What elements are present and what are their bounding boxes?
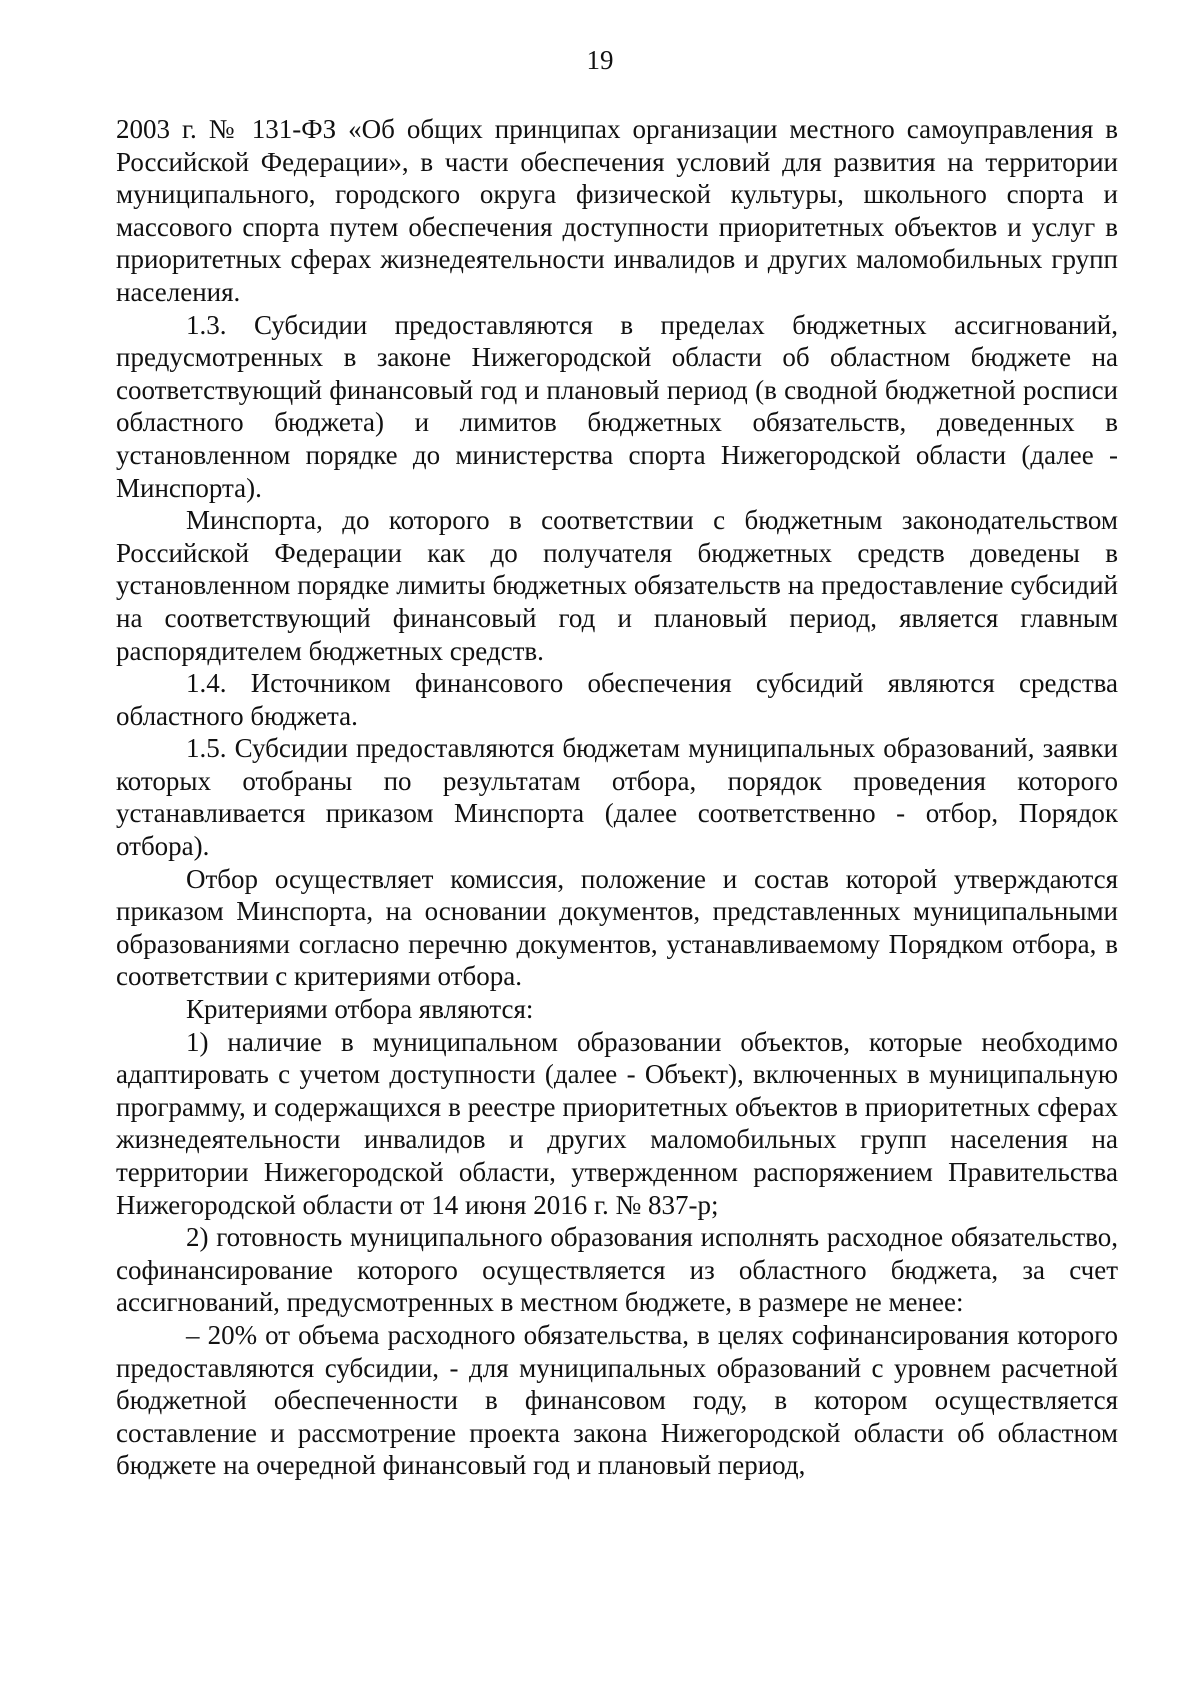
paragraph-criterion-1: 1) наличие в муниципальном образовании объектов, которые необходимо адаптировать с учетом доступности (далее - Объект), включенных в муниципальную программу, и содержащихся в реестре приоритетных объектов в приоритетных сферах жизнедеятельности инвалидов и других маломобильных групп населения на территории Нижегородской области, утвержденном распоряжением Правительства Нижегородской области от 14 июня 2016 г. № 837-р; (116, 1026, 1118, 1220)
paragraph-intro-continuation: 2003 г. № 131-ФЗ «Об общих принципах организации местного самоуправления в Российской Федерации», в части обеспечения условий для развития на территории муниципального, городского округа физической культуры, школьного спорта и массового спорта путем обеспечения доступности приоритетных объектов и услуг в приоритетных сферах жизнедеятельности инвалидов и других маломобильных групп населения. (116, 114, 1118, 307)
paragraph-1-4: 1.4. Источником финансового обеспечения субсидий являются средства областного бюджета. (116, 668, 1118, 731)
paragraph-minsport: Минспорта, до которого в соответствии с бюджетным законодательством Российской Федерации как до получателя бюджетных средств доведены в установленном порядке лимиты бюджетных обязательств на предоставление субсидий на соответствующий финансовый год и плановый период, является главным распорядителем бюджетных средств. (116, 505, 1118, 666)
document-body (116, 113, 1118, 1482)
paragraph-1-5: 1.5. Субсидии предоставляются бюджетам муниципальных образований, заявки которых отобраны по результатам отбора, порядок проведения которого устанавливается приказом Минспорта (далее соответственно - отбор, Порядок отбора). (116, 733, 1118, 862)
paragraph-criterion-2: 2) готовность муниципального образования исполнять расходное обязательство, софинансирование которого осуществляется из областного бюджета, за счет ассигнований, предусмотренных в местном бюджете, в размере не менее: (116, 1222, 1118, 1318)
paragraph-cofinancing-20-percent: – 20% от объема расходного обязательства, в целях софинансирования которого предоставляются субсидии, - для муниципальных образований с уровнем расчетной бюджетной обеспеченности в финансовом году, в котором осуществляется составление и рассмотрение проекта закона Нижегородской области об областном бюджете на очередной финансовый год и плановый период, (116, 1319, 1118, 1481)
paragraph-criteria-heading: Критериями отбора являются: (186, 994, 534, 1025)
paragraph-1-3: 1.3. Субсидии предоставляются в пределах бюджетных ассигнований, предусмотренных в законе Нижегородской области об областном бюджете на соответствующий финансовый год и плановый период (в сводной бюджетной росписи областного бюджета) и лимитов бюджетных обязательств, доведенных в установленном порядке до министерства спорта Нижегородской области (далее - Минспорта). (116, 309, 1118, 503)
paragraph-selection-commission: Отбор осуществляет комиссия, положение и состав которой утверждаются приказом Минспорта, на основании документов, представленных муниципальными образованиями согласно перечню документов, устанавливаемому Порядком отбора, в соответствии с критериями отбора. (116, 863, 1118, 992)
page-number: 19 (586, 45, 614, 75)
